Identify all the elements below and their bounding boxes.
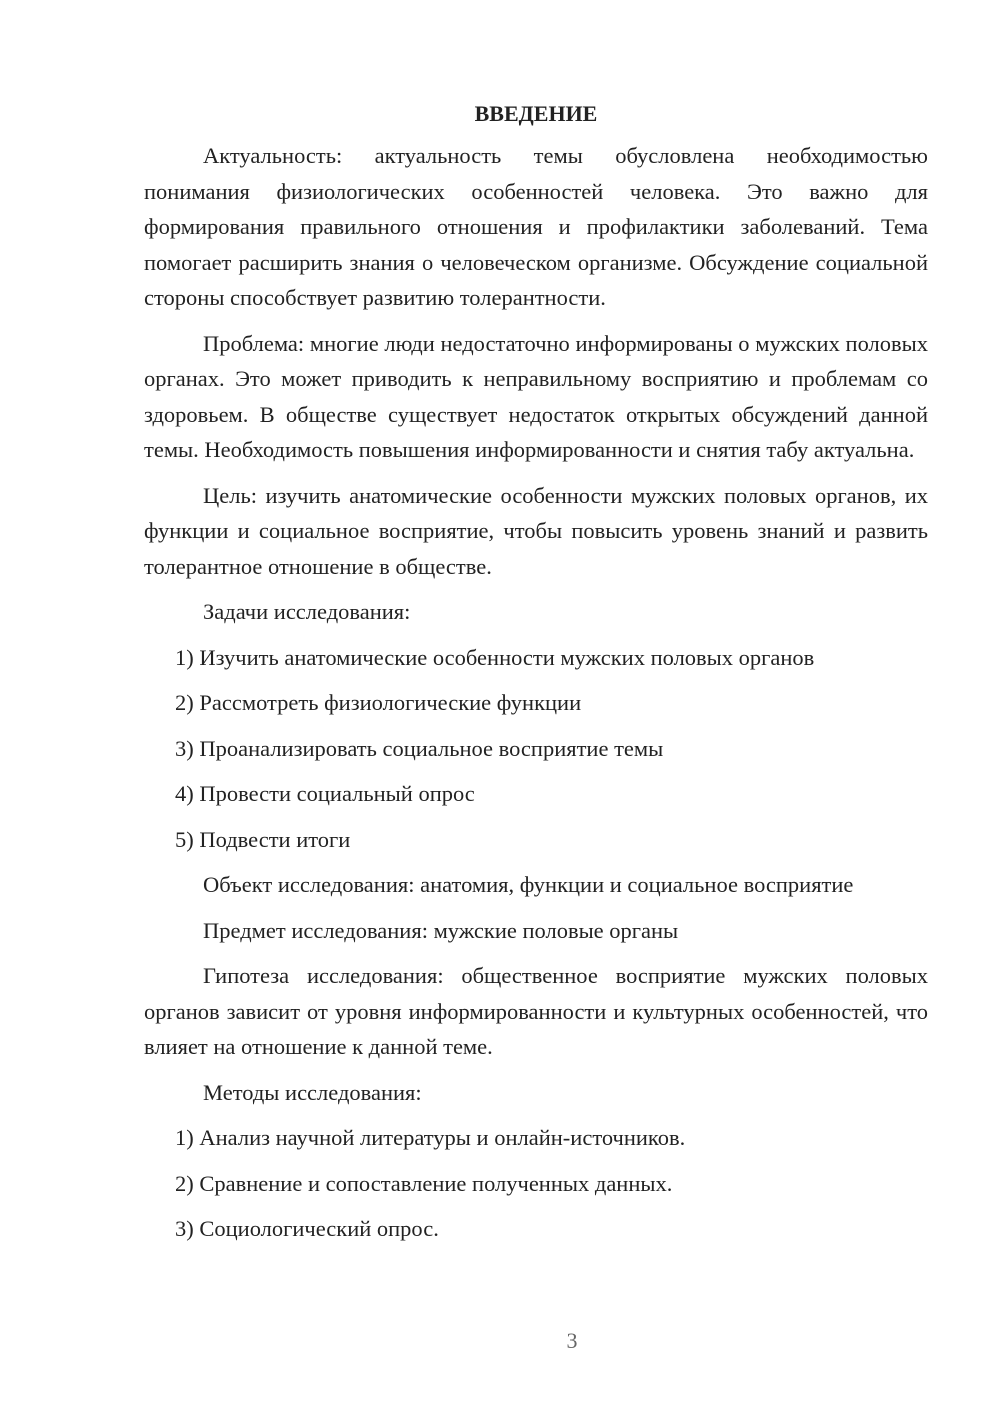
problem-paragraph: Проблема: многие люди недостаточно информированы о мужских половых органах. Это может приводить к неправильному восприятию и проблемам со здоровьем. В обществе существует недостаток открытых обсуждений данной темы. Необходимость повышения информированности и снятия табу актуальна. (144, 330, 928, 462)
list-item: 2) Сравнение и сопоставление полученных данных. (175, 1170, 673, 1196)
relevance-paragraph: Актуальность: актуальность темы обусловлена необходимостью понимания физиологических особенностей человека. Это важно для формирования правильного отношения и профилактики заболеваний. Тема помогает расширить знания о человеческом организме. Обсуждение социальной стороны способствует развитию толерантности. (144, 143, 928, 310)
hypothesis-paragraph: Гипотеза исследования: общественное восприятие мужских половых органов зависит от уровня информированности и культурных особенностей, что влияет на отношение к данной теме. (144, 963, 928, 1059)
methods-heading: Методы исследования: (203, 1079, 422, 1105)
page-number: 3 (566, 1328, 578, 1353)
tasks-heading: Задачи исследования: (203, 599, 411, 624)
object-line: Объект исследования: анатомия, функции и социальное восприятие (203, 872, 854, 897)
list-item: 3) Социологический опрос. (175, 1216, 439, 1241)
list-item: 5) Подвести итоги (175, 826, 351, 852)
list-item: 1) Анализ научной литературы и онлайн-источников. (175, 1125, 686, 1150)
tasks-list (144, 640, 928, 858)
list-item: 2) Рассмотреть физиологические функции (175, 690, 582, 715)
list-item: 3) Проанализировать социальное восприятие темы (175, 735, 664, 761)
page-content (144, 96, 928, 1257)
subject-line: Предмет исследования: мужские половые органы (203, 917, 679, 943)
list-item: 4) Провести социальный опрос (175, 781, 475, 806)
goal-paragraph: Цель: изучить анатомические особенности мужских половых органов, их функции и социальное восприятие, чтобы повысить уровень знаний и развить толерантное отношение в обществе. (144, 482, 928, 579)
list-item: 1) Изучить анатомические особенности мужских половых органов (175, 644, 815, 670)
page-title: ВВЕДЕНИЕ (474, 101, 598, 126)
methods-list (144, 1120, 928, 1247)
